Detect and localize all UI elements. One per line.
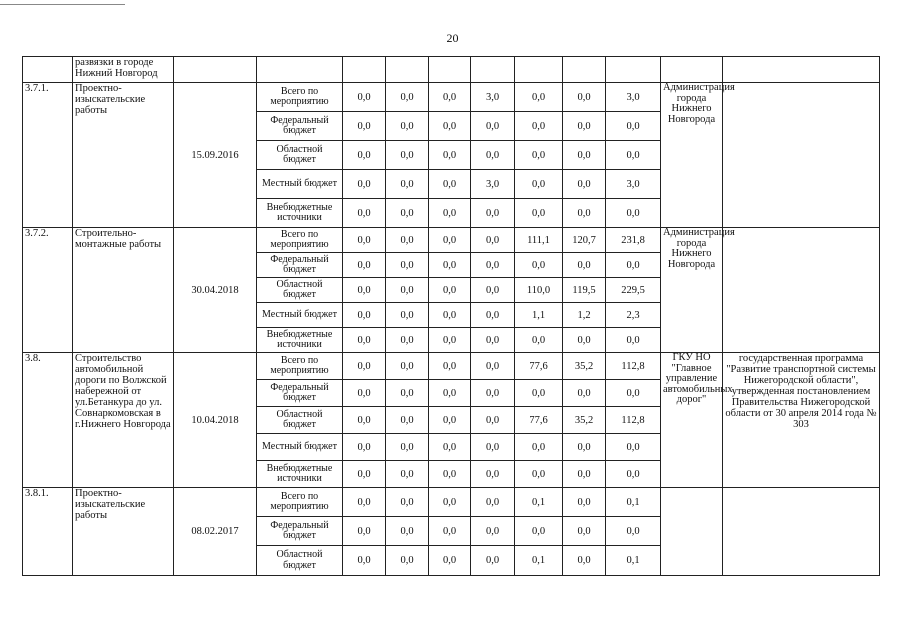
item-number: 3.7.1. — [23, 83, 73, 228]
amount-cell: 0,0 — [386, 253, 429, 278]
item-date: 10.04.2018 — [174, 353, 257, 488]
amount-cell: 0,0 — [515, 461, 563, 488]
table-row — [23, 83, 880, 112]
amount-cell: 0,0 — [386, 170, 429, 199]
amount-cell: 0,0 — [471, 380, 515, 407]
funding-source: Федеральный бюджет — [257, 112, 343, 141]
funding-source: Местный бюджет — [257, 170, 343, 199]
amount-cell: 0,0 — [343, 546, 386, 576]
amount-cell: 110,0 — [515, 278, 563, 303]
amount-cell: 0,0 — [386, 461, 429, 488]
amount-cell: 0,0 — [386, 303, 429, 328]
amount-cell: 0,0 — [606, 380, 661, 407]
amount-cell: 0,0 — [471, 141, 515, 170]
amount-cell: 0,0 — [343, 112, 386, 141]
amount-cell: 0,0 — [515, 253, 563, 278]
funding-source: Внебюджетные источники — [257, 461, 343, 488]
funding-source: Всего по мероприятию — [257, 353, 343, 380]
item-name: Строительство автомобильной дороги по Волжской набережной от ул.Бетанкура до ул. Совнаркомовская в г.Нижнего Новгорода — [73, 353, 174, 488]
amount-cell: 112,8 — [606, 353, 661, 380]
amount-cell: 0,0 — [386, 488, 429, 517]
amount-cell: 0,0 — [471, 303, 515, 328]
amount-cell: 0,0 — [386, 228, 429, 253]
amount-cell: 0,0 — [606, 112, 661, 141]
amount-cell: 1,1 — [515, 303, 563, 328]
executor: Администрация города Нижнего Новгорода — [661, 228, 723, 353]
amount-cell: 0,0 — [471, 461, 515, 488]
funding-source: Местный бюджет — [257, 303, 343, 328]
amount-cell: 0,1 — [515, 488, 563, 517]
amount-cell: 0,0 — [343, 434, 386, 461]
item-date: 08.02.2017 — [174, 488, 257, 576]
amount-cell: 0,0 — [515, 170, 563, 199]
item-name: Проектно-изыскательские работы — [73, 488, 174, 576]
amount-cell: 0,0 — [343, 407, 386, 434]
funding-source: Внебюджетные источники — [257, 199, 343, 228]
amount-cell: 0,0 — [471, 199, 515, 228]
executor — [661, 488, 723, 576]
amount-cell: 0,0 — [386, 517, 429, 546]
amount-cell: 119,5 — [563, 278, 606, 303]
amount-cell: 0,1 — [606, 488, 661, 517]
amount-cell: 0,0 — [606, 434, 661, 461]
amount-cell: 0,0 — [563, 488, 606, 517]
amount-cell: 0,0 — [471, 112, 515, 141]
amount-cell: 0,0 — [343, 488, 386, 517]
amount-cell: 0,0 — [563, 380, 606, 407]
amount-cell: 0,0 — [563, 461, 606, 488]
funding-source: Всего по мероприятию — [257, 488, 343, 517]
item-name: Строительно-монтажные работы — [73, 228, 174, 353]
amount-cell: 120,7 — [563, 228, 606, 253]
amount-cell: 0,0 — [343, 461, 386, 488]
amount-cell: 231,8 — [606, 228, 661, 253]
amount-cell: 0,0 — [606, 141, 661, 170]
item-number: 3.8.1. — [23, 488, 73, 576]
amount-cell: 0,0 — [429, 303, 471, 328]
amount-cell: 0,0 — [515, 199, 563, 228]
amount-cell: 0,0 — [471, 328, 515, 353]
amount-cell: 0,0 — [563, 434, 606, 461]
amount-cell: 3,0 — [471, 83, 515, 112]
amount-cell: 0,0 — [563, 328, 606, 353]
amount-cell: 0,0 — [563, 546, 606, 576]
amount-cell: 35,2 — [563, 353, 606, 380]
amount-cell: 0,0 — [429, 407, 471, 434]
program-reference — [723, 228, 880, 353]
amount-cell: 0,0 — [563, 517, 606, 546]
amount-cell: 0,0 — [429, 278, 471, 303]
amount-cell: 0,0 — [563, 170, 606, 199]
amount-cell: 0,0 — [563, 141, 606, 170]
amount-cell: 0,0 — [386, 278, 429, 303]
amount-cell: 0,0 — [386, 407, 429, 434]
amount-cell: 0,0 — [471, 517, 515, 546]
funding-source: Внебюджетные источники — [257, 328, 343, 353]
amount-cell: 0,0 — [429, 170, 471, 199]
amount-cell: 0,0 — [343, 517, 386, 546]
funding-source: Областной бюджет — [257, 546, 343, 576]
funding-source: Всего по мероприятию — [257, 83, 343, 112]
amount-cell: 3,0 — [606, 170, 661, 199]
item-number: 3.8. — [23, 353, 73, 488]
amount-cell: 0,0 — [429, 141, 471, 170]
amount-cell: 0,0 — [471, 407, 515, 434]
amount-cell: 0,0 — [386, 546, 429, 576]
funding-source: Федеральный бюджет — [257, 380, 343, 407]
amount-cell: 0,0 — [563, 253, 606, 278]
amount-cell: 0,1 — [606, 546, 661, 576]
funding-source: Областной бюджет — [257, 407, 343, 434]
funding-source: Областной бюджет — [257, 278, 343, 303]
cell-empty — [23, 57, 73, 83]
amount-cell: 0,0 — [515, 434, 563, 461]
funding-source: Областной бюджет — [257, 141, 343, 170]
amount-cell: 0,0 — [606, 328, 661, 353]
amount-cell: 0,0 — [515, 112, 563, 141]
amount-cell: 0,0 — [429, 199, 471, 228]
table-row — [23, 228, 880, 253]
amount-cell: 0,0 — [429, 434, 471, 461]
amount-cell: 0,0 — [515, 141, 563, 170]
amount-cell: 0,0 — [606, 199, 661, 228]
amount-cell: 2,3 — [606, 303, 661, 328]
program-reference — [723, 488, 880, 576]
amount-cell: 0,0 — [343, 303, 386, 328]
item-number: 3.7.2. — [23, 228, 73, 353]
executor: Администрация города Нижнего Новгорода — [661, 83, 723, 228]
amount-cell: 0,0 — [429, 83, 471, 112]
amount-cell: 0,0 — [386, 434, 429, 461]
amount-cell: 0,0 — [429, 353, 471, 380]
amount-cell: 112,8 — [606, 407, 661, 434]
funding-source: Всего по мероприятию — [257, 228, 343, 253]
amount-cell: 3,0 — [471, 170, 515, 199]
executor: ГКУ НО "Главное управление автомобильных дорог" — [661, 353, 723, 488]
amount-cell: 0,0 — [429, 517, 471, 546]
amount-cell: 0,0 — [606, 461, 661, 488]
amount-cell: 77,6 — [515, 407, 563, 434]
amount-cell: 0,0 — [429, 546, 471, 576]
amount-cell: 0,0 — [386, 199, 429, 228]
amount-cell: 0,0 — [471, 488, 515, 517]
top-left-rule — [0, 4, 125, 5]
amount-cell: 111,1 — [515, 228, 563, 253]
amount-cell: 0,0 — [343, 83, 386, 112]
amount-cell: 0,0 — [429, 380, 471, 407]
amount-cell: 0,0 — [386, 380, 429, 407]
amount-cell: 0,0 — [343, 253, 386, 278]
amount-cell: 0,0 — [386, 83, 429, 112]
amount-cell: 0,1 — [515, 546, 563, 576]
page-number: 20 — [446, 31, 459, 45]
table-row — [23, 353, 880, 380]
funding-source: Местный бюджет — [257, 434, 343, 461]
amount-cell: 35,2 — [563, 407, 606, 434]
amount-cell: 0,0 — [606, 253, 661, 278]
amount-cell: 0,0 — [343, 141, 386, 170]
amount-cell: 0,0 — [471, 228, 515, 253]
amount-cell: 0,0 — [563, 112, 606, 141]
amount-cell: 0,0 — [429, 461, 471, 488]
funding-table-container — [22, 56, 879, 576]
amount-cell: 0,0 — [343, 328, 386, 353]
amount-cell: 0,0 — [606, 517, 661, 546]
amount-cell: 0,0 — [429, 112, 471, 141]
amount-cell: 0,0 — [343, 228, 386, 253]
funding-source: Федеральный бюджет — [257, 253, 343, 278]
amount-cell: 0,0 — [515, 328, 563, 353]
amount-cell: 0,0 — [429, 228, 471, 253]
item-date: 15.09.2016 — [174, 83, 257, 228]
program-reference: государственная программа "Развитие транспортной системы Нижегородской области", утвержденная постановлением Правительства Нижегородской области от 30 апреля 2014 года № 303 — [723, 353, 880, 488]
amount-cell: 0,0 — [386, 141, 429, 170]
amount-cell: 0,0 — [515, 517, 563, 546]
amount-cell: 0,0 — [343, 278, 386, 303]
amount-cell: 0,0 — [386, 112, 429, 141]
carryover-name: развязки в городе Нижний Новгород — [73, 57, 174, 83]
amount-cell: 3,0 — [606, 83, 661, 112]
amount-cell: 0,0 — [515, 83, 563, 112]
amount-cell: 0,0 — [343, 170, 386, 199]
amount-cell: 0,0 — [471, 278, 515, 303]
amount-cell: 229,5 — [606, 278, 661, 303]
table-row — [23, 488, 880, 517]
funding-table — [22, 56, 880, 576]
program-reference — [723, 83, 880, 228]
funding-source: Федеральный бюджет — [257, 517, 343, 546]
item-name: Проектно-изыскательские работы — [73, 83, 174, 228]
amount-cell: 0,0 — [429, 488, 471, 517]
amount-cell: 0,0 — [429, 253, 471, 278]
amount-cell: 0,0 — [343, 353, 386, 380]
amount-cell: 0,0 — [343, 380, 386, 407]
amount-cell: 0,0 — [515, 380, 563, 407]
header-carryover-row — [23, 57, 880, 83]
amount-cell: 0,0 — [563, 83, 606, 112]
amount-cell: 0,0 — [471, 546, 515, 576]
amount-cell: 0,0 — [563, 199, 606, 228]
amount-cell: 0,0 — [471, 434, 515, 461]
item-date: 30.04.2018 — [174, 228, 257, 353]
amount-cell: 0,0 — [471, 353, 515, 380]
amount-cell: 0,0 — [386, 353, 429, 380]
amount-cell: 1,2 — [563, 303, 606, 328]
amount-cell: 77,6 — [515, 353, 563, 380]
amount-cell: 0,0 — [429, 328, 471, 353]
amount-cell: 0,0 — [471, 253, 515, 278]
amount-cell: 0,0 — [343, 199, 386, 228]
amount-cell: 0,0 — [386, 328, 429, 353]
